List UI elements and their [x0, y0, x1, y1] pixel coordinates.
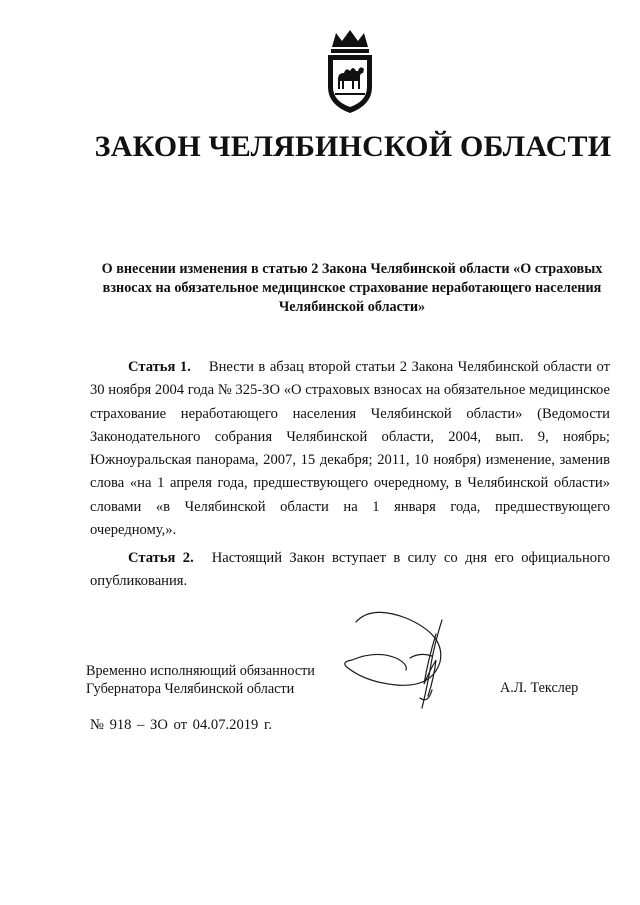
signatory-name: А.Л. Текслер — [500, 680, 579, 696]
document-number: № 918 – ЗО от 04.07.2019 г. — [90, 717, 272, 733]
article-2-text: Настоящий Закон вступает в силу со дня его официального опубликования. — [90, 550, 610, 590]
article-2 — [90, 547, 610, 594]
article-1-label: Статья 1. — [128, 359, 191, 375]
signatory-position — [86, 662, 346, 698]
signatory-position-line-1: Временно исполняющий обязанности — [86, 663, 315, 679]
article-2-label: Статья 2. — [128, 550, 194, 566]
signatory-position-line-2: Губернатора Челябинской области — [86, 681, 295, 697]
handwritten-signature — [336, 600, 466, 720]
article-1 — [90, 356, 610, 542]
law-subtitle: О внесении изменения в статью 2 Закона Челябинской области «О страховых взносах на обязательное медицинское страхование неработающего населения Челябинской области» — [101, 261, 603, 315]
coat-of-arms-icon — [314, 27, 386, 117]
article-1-text: Внести в абзац второй статьи 2 Закона Челябинской области от 30 ноября 2004 года № 325-ЗО «О страховых взносах на обязательное медицинское страхование неработающего населения Челябинской области» (Ведомости Законодательного собрания Челябинской области, 2004, вып. 9, ноябрь; Южноуральская панорама, 2007, 15 декабря; 2011, 10 ноября) изменение, заменив слова «на 1 апреля года, предшествующего очередному, в Челябинской области» словами «в Челябинской области на 1 января года, предшествующего очередному,». — [90, 359, 610, 539]
law-title: ЗАКОН ЧЕЛЯБИНСКОЙ ОБЛАСТИ — [94, 130, 612, 163]
